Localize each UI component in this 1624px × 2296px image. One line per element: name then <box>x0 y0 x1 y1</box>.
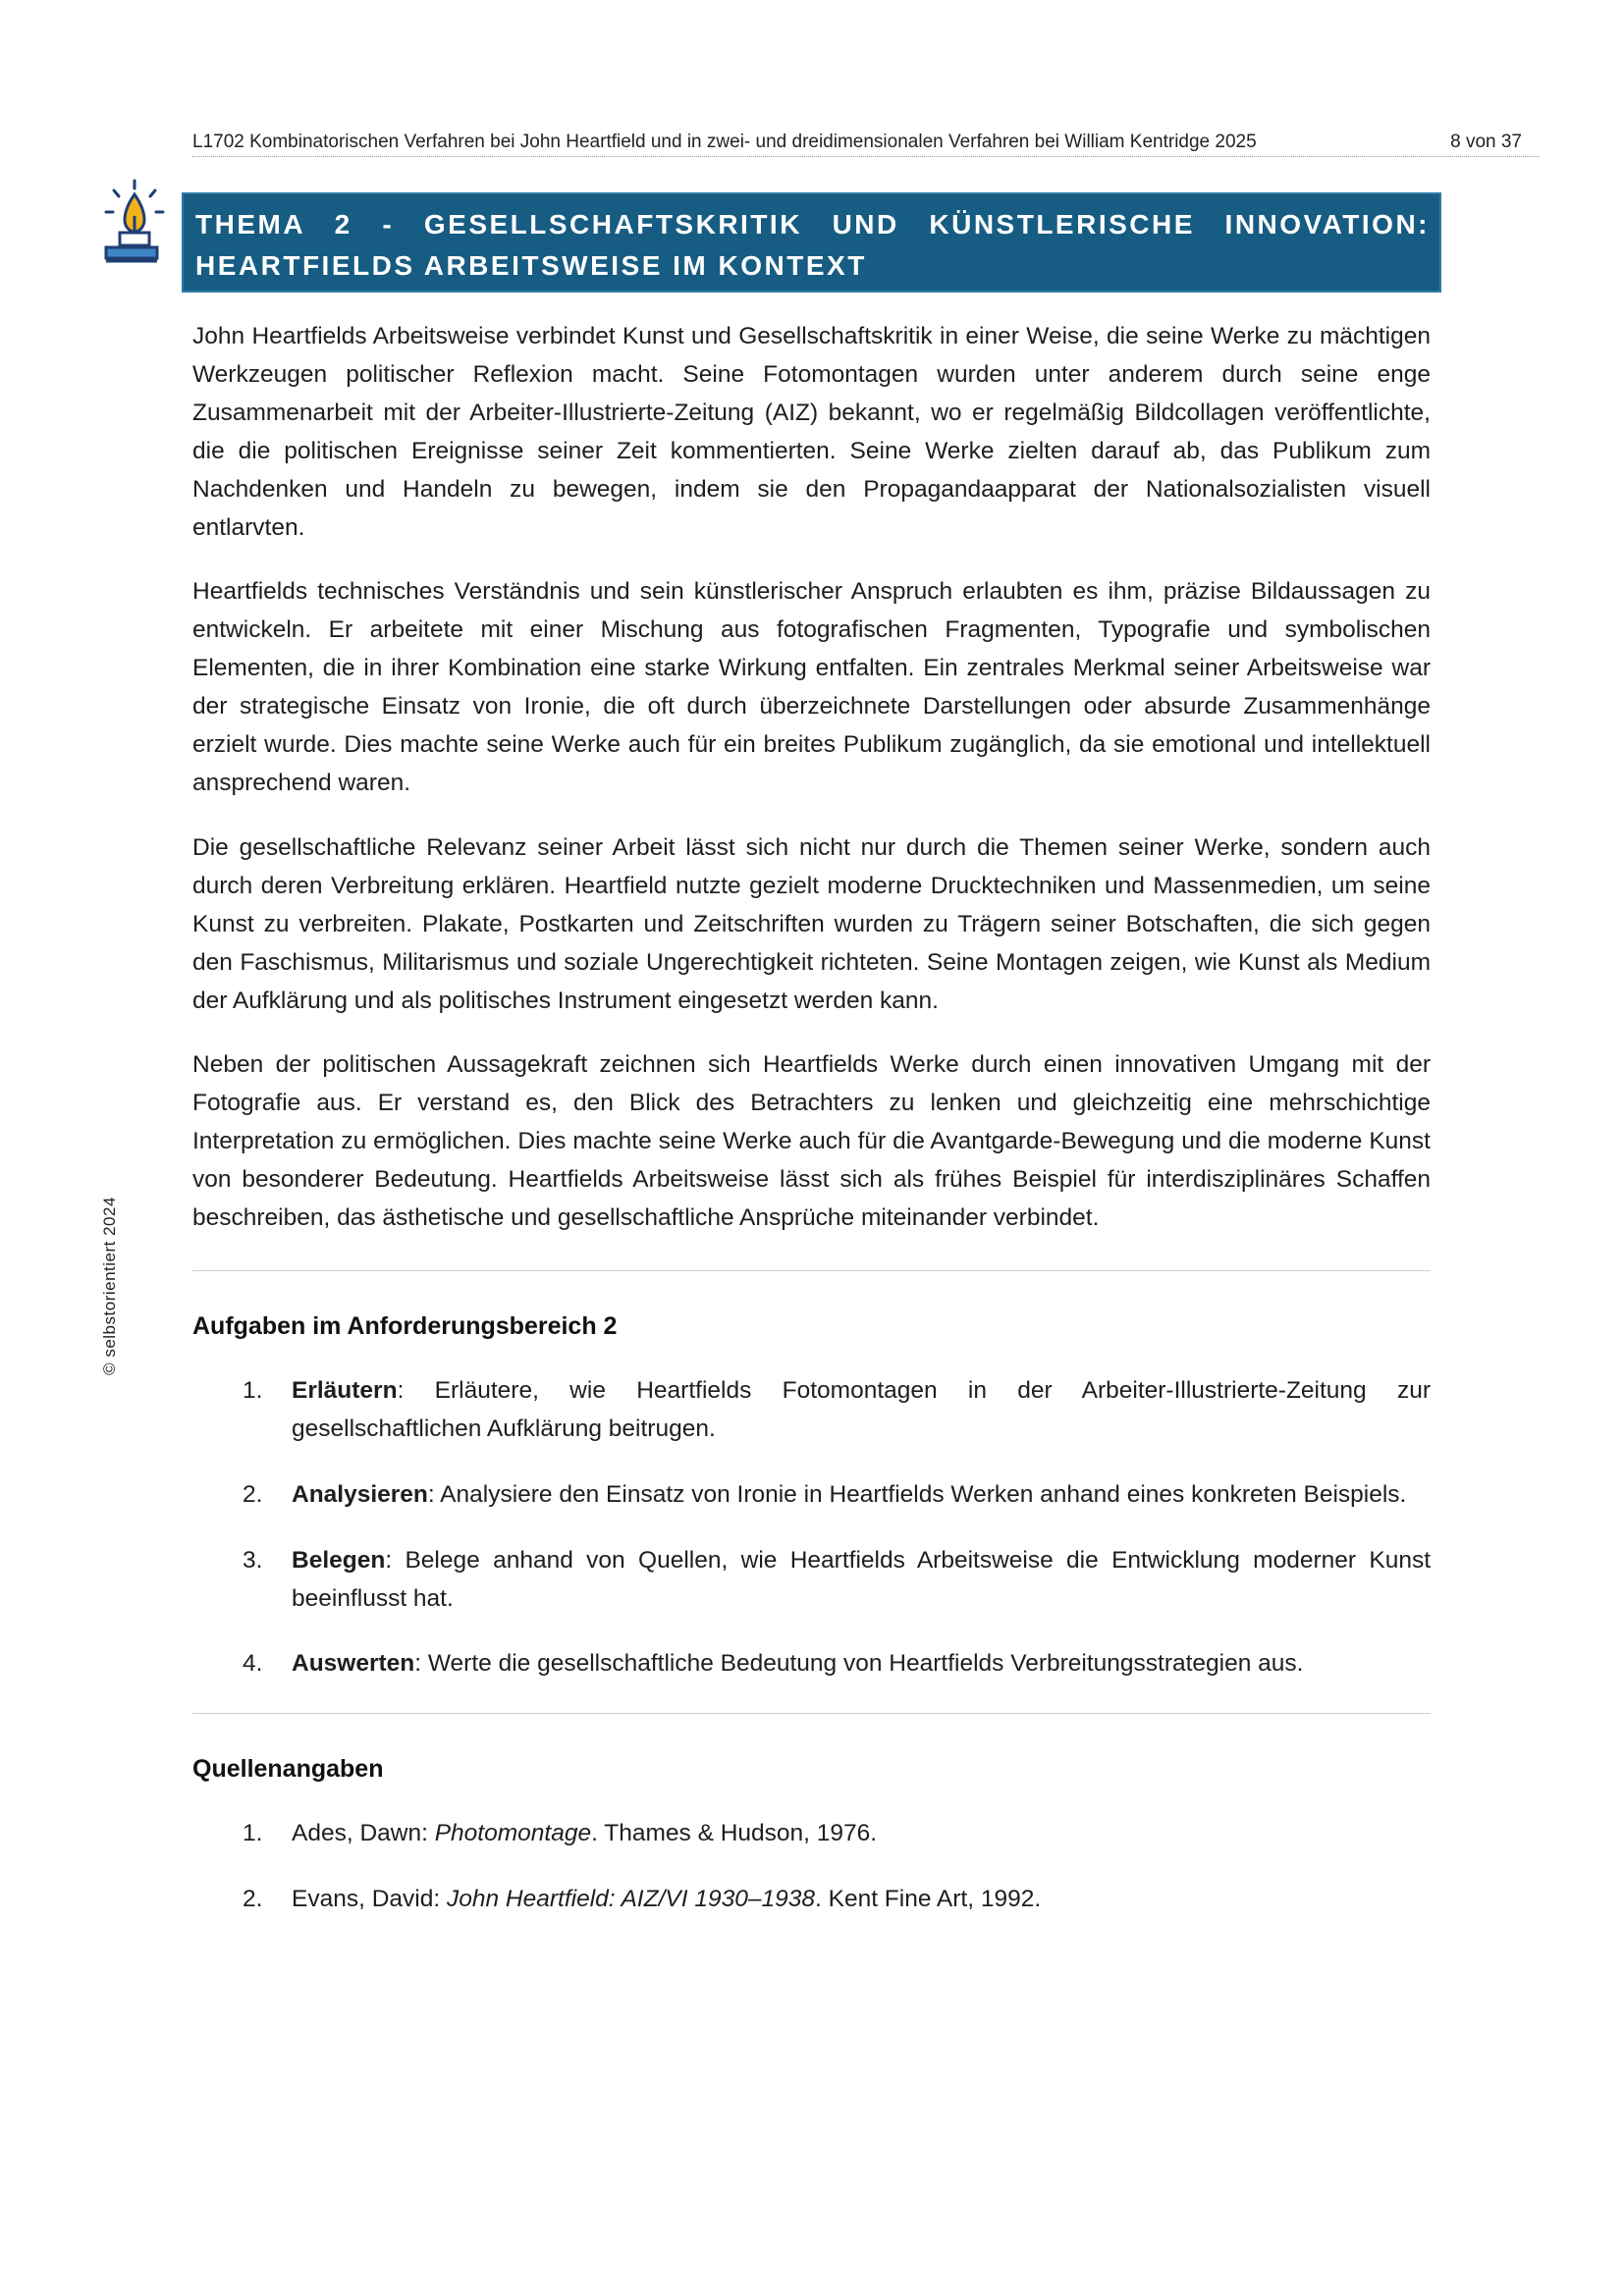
source-number: 2. <box>243 1886 263 1913</box>
task-keyword: Auswerten <box>292 1650 415 1678</box>
source-author: Ades, Dawn: <box>292 1820 435 1847</box>
task-text: : Werte die gesellschaftliche Bedeutung von Heartfields Verbreitungsstrategien aus. <box>414 1650 1304 1678</box>
paragraph-intro: John Heartfields Arbeitsweise verbindet Kunst und Gesellschaftskritik in einer Weise, die seine Werke zu mächtigen Werkzeugen politischer Reflexion macht. Seine Fotomontagen wurden unter anderem durch seine enge Zusammenarbeit mit der Arbeiter-Illustrierte-Zeitung (AIZ) bekannt, wo er regelmäßig Bildcollagen veröffentlichte, die die politischen Ereignisse seiner Zeit kommentierten. Seine Werke zielten darauf ab, das Publikum zum Nachdenken und Handeln zu bewegen, indem sie den Propagandaapparat der Nationalsozialisten visuell entlarvten. <box>192 323 1431 541</box>
tasks-title: Aufgaben im Anforderungsbereich 2 <box>192 1311 618 1340</box>
task-keyword: Belegen <box>292 1546 386 1574</box>
task-keyword: Analysieren <box>292 1480 428 1508</box>
task-text: : Belege anhand von Quellen, wie Heartfields Arbeitsweise die Entwicklung moderner Kunst beeinflusst hat. <box>292 1546 1431 1612</box>
source-work: John Heartfield: AIZ/VI 1930–1938 <box>446 1886 815 1913</box>
document-title: L1702 Kombinatorischen Verfahren bei John Heartfield und in zwei- und dreidimensionalen Verfahren bei William Kentridge 2025 <box>192 132 1257 152</box>
divider <box>192 1713 1431 1714</box>
paragraph-relevance: Die gesellschaftliche Relevanz seiner Arbeit lässt sich nicht nur durch die Themen seiner Werke, sondern auch durch deren Verbreitung erklären. Heartfield nutzte gezielt moderne Drucktechniken und Massenmedien, um seine Kunst zu verbreiten. Plakate, Postkarten und Zeitschriften wurden zu Trägern seiner Botschaften, die sich gegen den Faschismus, Militarismus und soziale Ungerechtigkeit richteten. Seine Montagen zeigen, wie Kunst als Medium der Aufklärung und als politisches Instrument eingesetzt werden kann. <box>192 833 1431 1014</box>
source-publisher: . Kent Fine Art, 1992. <box>814 1886 1042 1913</box>
source-author: Evans, David: <box>292 1886 447 1913</box>
task-number: 2. <box>243 1480 263 1508</box>
task-list <box>192 1372 1431 1683</box>
copyright-note: © selbstorientiert 2024 <box>100 1197 119 1375</box>
source-publisher: . Thames & Hudson, 1976. <box>591 1820 878 1847</box>
paragraph-innovation: Neben der politischen Aussagekraft zeichnen sich Heartfields Werke durch einen innovativen Umgang mit der Fotografie aus. Er verstand es, den Blick des Betrachters zu lenken und gleichzeitig eine mehrschichtige Interpretation zu ermöglichen. Dies machte seine Werke auch für die Avantgarde-Bewegung und die moderne Kunst von besonderer Bedeutung. Heartfields Arbeitsweise lässt sich als frühes Beispiel für interdisziplinäres Schaffen beschreiben, das ästhetische und gesellschaftliche Ansprüche miteinander verbindet. <box>192 1051 1431 1232</box>
main-content <box>192 318 1431 1947</box>
task-text: : Erläutere, wie Heartfields Fotomontagen in der Arbeiter-Illustrierte-Zeitung zur gesellschaftlichen Aufklärung beitrugen. <box>292 1376 1431 1442</box>
task-number: 1. <box>243 1376 263 1404</box>
task-keyword: Erläutern <box>292 1376 398 1404</box>
task-number: 3. <box>243 1546 263 1574</box>
divider <box>192 1270 1431 1271</box>
page-number: 8 von 37 <box>1450 132 1522 152</box>
task-number: 4. <box>243 1650 263 1678</box>
task-item <box>192 1372 1431 1449</box>
task-item <box>192 1542 1431 1619</box>
task-item <box>192 1476 1431 1515</box>
candle-lamp-icon <box>102 179 167 263</box>
theme-banner <box>182 192 1441 293</box>
source-number: 1. <box>243 1820 263 1847</box>
sources-title: Quellenangaben <box>192 1755 384 1784</box>
source-work: Photomontage <box>434 1820 592 1847</box>
paragraph-technique: Heartfields technisches Verständnis und sein künstlerischer Anspruch erlaubten es ihm, präzise Bildaussagen zu entwickeln. Er arbeitete mit einer Mischung aus fotografischen Fragmenten, Typografie und symbolischen Elementen, die in ihrer Kombination eine starke Wirkung entfalten. Ein zentrales Merkmal seiner Arbeitsweise war der strategische Einsatz von Ironie, die oft durch überzeichnete Darstellungen oder absurde Zusammenhänge erzielt wurde. Dies machte seine Werke auch für ein breites Publikum zugänglich, da sie emotional und intellektuell ansprechend waren. <box>192 578 1431 796</box>
source-list <box>192 1815 1431 1919</box>
theme-title: THEMA 2 - GESELLSCHAFTSKRITIK UND KÜNSTLERISCHE INNOVATION: HEARTFIELDS ARBEITSWEISE IM KONTEXT <box>195 209 1430 281</box>
page-header <box>192 128 1540 157</box>
task-item <box>192 1645 1431 1683</box>
task-text: : Analysiere den Einsatz von Ironie in Heartfields Werken anhand eines konkreten Beispiels. <box>427 1480 1407 1508</box>
source-item <box>192 1881 1431 1919</box>
source-item <box>192 1815 1431 1853</box>
